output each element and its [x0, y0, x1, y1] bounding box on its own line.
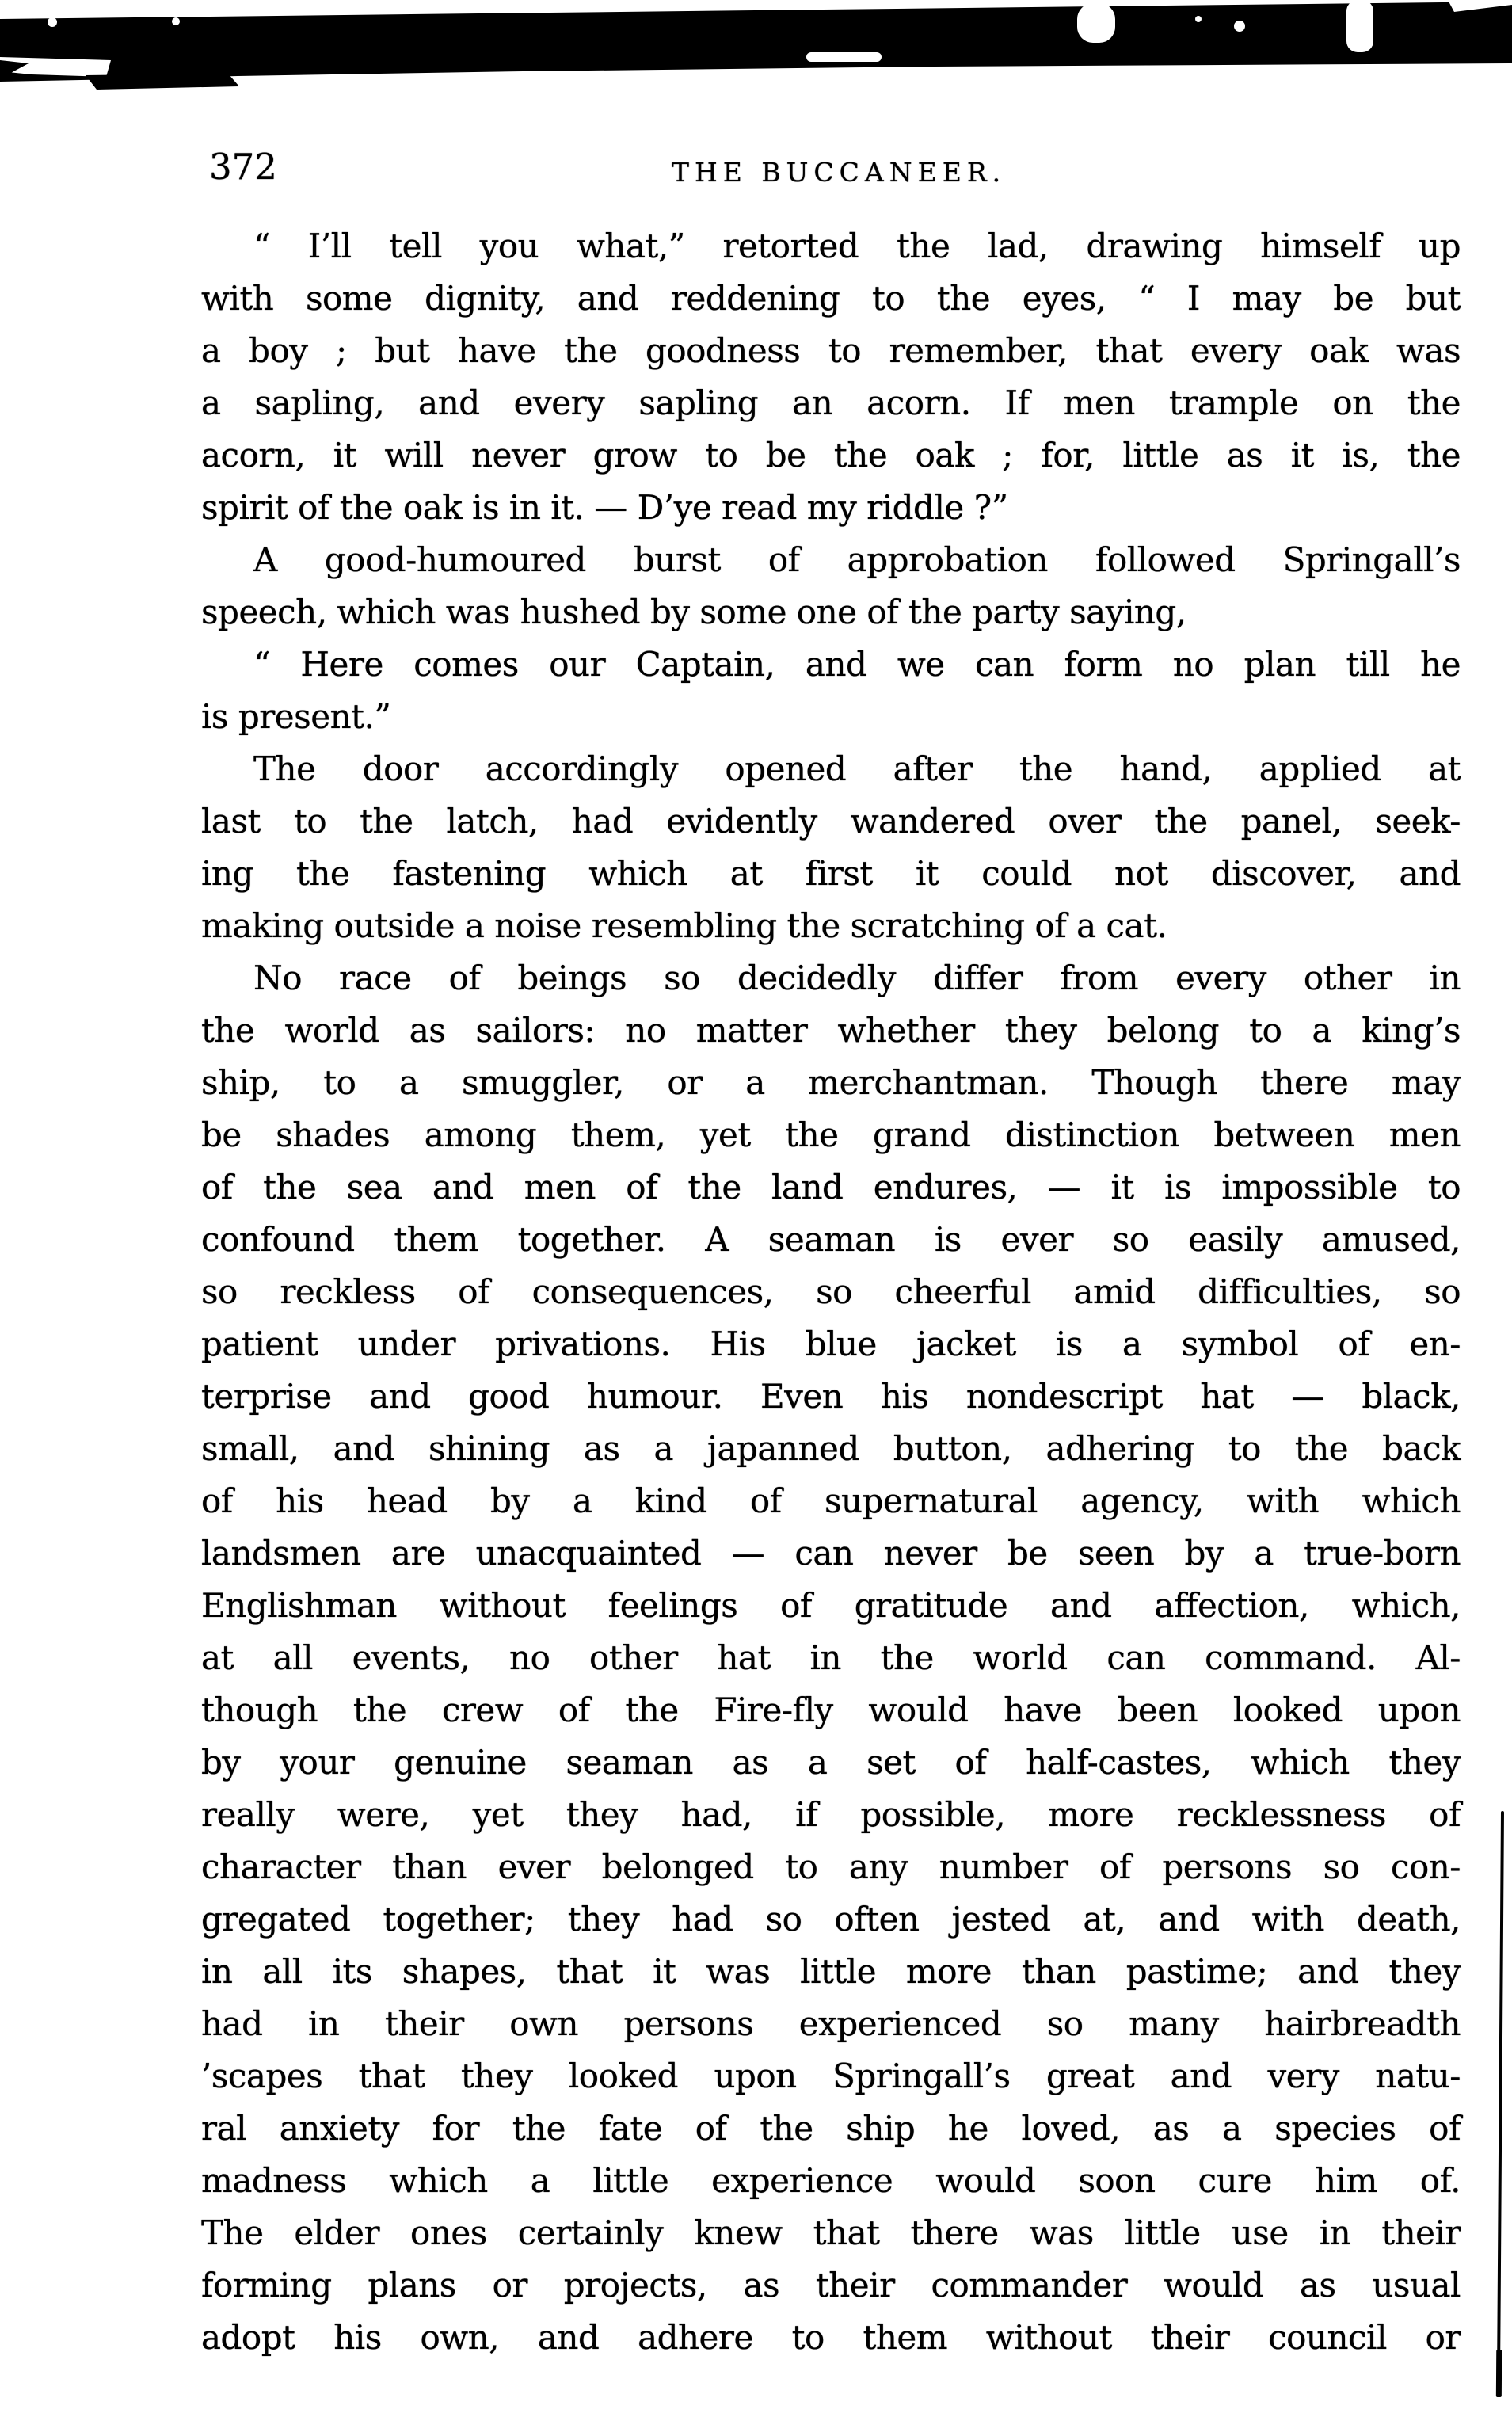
- text-line: be shades among them, yet the grand distinction between men: [201, 1115, 1461, 1154]
- text-line: is present.”: [201, 697, 391, 736]
- text-line: confound them together. A seaman is ever so easily amused,: [201, 1220, 1461, 1259]
- text-line: The elder ones certainly knew that there was little use in their: [201, 2213, 1461, 2252]
- text-line: ship, to a smuggler, or a merchantman. Though there may: [201, 1063, 1461, 1102]
- text-line: No race of beings so decidedly differ from every other in: [253, 959, 1461, 997]
- text-line: acorn, it will never grow to be the oak ; for, little as it is, the: [201, 436, 1461, 475]
- text-line: patient under privations. His blue jacket is a symbol of en-: [201, 1325, 1461, 1363]
- text-line: in all its shapes, that it was little more than pastime; and they: [201, 1952, 1461, 1991]
- text-line: a boy ; but have the goodness to remember, that every oak was: [201, 331, 1461, 370]
- text-line: a sapling, and every sapling an acorn. If men trample on the: [201, 383, 1461, 422]
- text-line: gregated together; they had so often jested at, and with death,: [201, 1900, 1461, 1939]
- text-line: madness which a little experience would soon cure him of.: [201, 2161, 1461, 2200]
- scan-artifact-band: [0, 0, 1512, 103]
- page-number: 372: [209, 146, 277, 188]
- text-line: of his head by a kind of supernatural agency, with which: [201, 1481, 1461, 1520]
- text-line: character than ever belonged to any number of persons so con-: [201, 1847, 1461, 1886]
- text-line: though the crew of the Fire-fly would have been looked upon: [201, 1691, 1461, 1729]
- running-title: THE BUCCANEER.: [672, 157, 1007, 188]
- text-line: so reckless of consequences, so cheerful amid difficulties, so: [201, 1272, 1461, 1311]
- text-line: of the sea and men of the land endures, — it is impossible to: [201, 1168, 1461, 1207]
- text-line: with some dignity, and reddening to the eyes, “ I may be but: [201, 279, 1461, 318]
- text-line: by your genuine seaman as a set of half-castes, which they: [201, 1743, 1461, 1782]
- text-line: terprise and good humour. Even his nondescript hat — black,: [201, 1377, 1461, 1416]
- scan-artifact-edge-line: [1497, 1811, 1504, 2397]
- text-line: making outside a noise resembling the scratching of a cat.: [201, 906, 1167, 945]
- text-line: ’scapes that they looked upon Springall’s great and very natu-: [201, 2057, 1461, 2095]
- text-line: “ I’ll tell you what,” retorted the lad, drawing himself up: [253, 227, 1461, 265]
- text-line: really were, yet they had, if possible, more recklessness of: [201, 1795, 1461, 1834]
- text-line: last to the latch, had evidently wandered over the panel, seek-: [201, 802, 1461, 841]
- text-line: at all events, no other hat in the world can command. Al-: [201, 1638, 1461, 1677]
- text-line: forming plans or projects, as their commander would as usual: [201, 2266, 1461, 2305]
- text-line: spirit of the oak is in it. — D’ye read my riddle ?”: [201, 488, 1008, 527]
- text-line: “ Here comes our Captain, and we can form no plan till he: [253, 645, 1461, 684]
- text-block: [201, 220, 1461, 2364]
- text-line: small, and shining as a japanned button, adhering to the back: [201, 1429, 1461, 1468]
- text-line: landsmen are unacquainted — can never be seen by a true-born: [201, 1534, 1461, 1573]
- text-line: adopt his own, and adhere to them without their council or: [201, 2318, 1461, 2357]
- text-line: ral anxiety for the fate of the ship he loved, as a species of: [201, 2109, 1461, 2148]
- text-line: ing the fastening which at first it could not discover, and: [201, 854, 1461, 893]
- text-line: the world as sailors: no matter whether they belong to a king’s: [201, 1011, 1461, 1050]
- text-line: had in their own persons experienced so many hairbreadth: [201, 2004, 1461, 2043]
- text-line: A good-humoured burst of approbation followed Springall’s: [253, 540, 1461, 579]
- text-line: speech, which was hushed by some one of the party saying,: [201, 593, 1186, 631]
- text-line: The door accordingly opened after the hand, applied at: [253, 749, 1461, 788]
- text-line: Englishman without feelings of gratitude and affection, which,: [201, 1586, 1461, 1625]
